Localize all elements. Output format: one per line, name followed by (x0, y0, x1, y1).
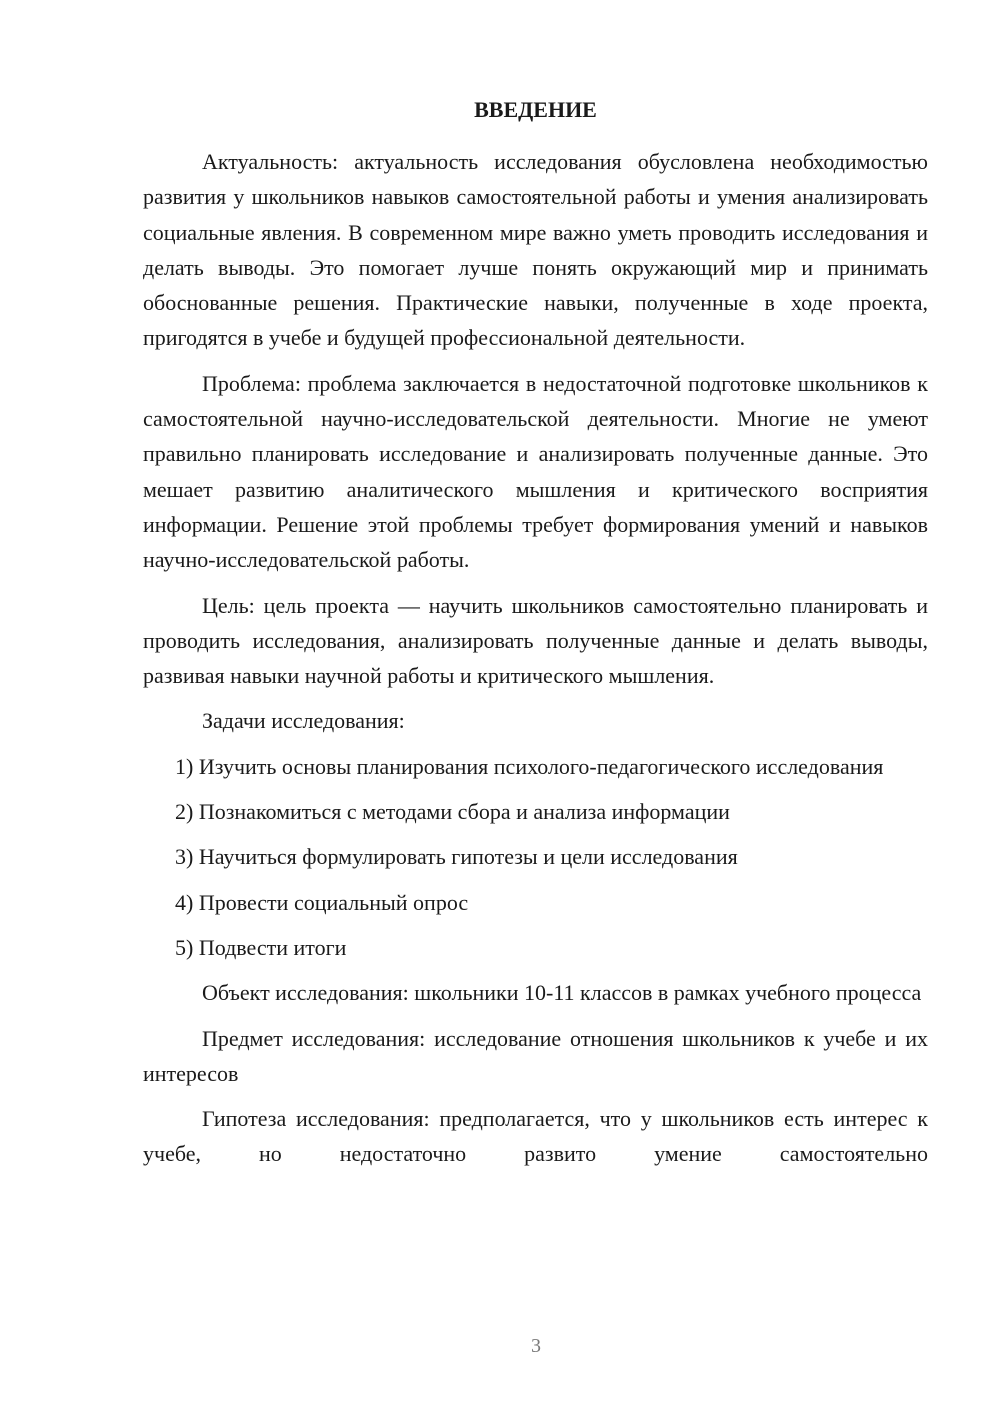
task-list-item: 5) Подвести итоги (175, 934, 347, 960)
task-list-item: 1) Изучить основы планирования психолого-педагогического исследования (175, 753, 884, 779)
relevance-paragraph: Актуальность: актуальность исследования обусловлена необходимостью развития у школьников навыков самостоятельной работы и умения анализировать социальные явления. В современном мире важно уметь проводить исследования и делать выводы. Это помогает лучше понять окружающий мир и принимать обоснованные решения. Практические навыки, полученные в ходе проекта, пригодятся в учебе и будущей профессиональной деятельности. (143, 149, 928, 351)
hypothesis-paragraph: Гипотеза исследования: предполагается, что у школьников есть интерес к учебе, но недостаточно развито умение самостоятельно (143, 1106, 928, 1167)
page-number: 3 (531, 1335, 541, 1357)
tasks-heading: Задачи исследования: (202, 708, 405, 734)
subject-paragraph: Предмет исследования: исследование отношения школьников к учебе и их интересов (143, 1025, 928, 1086)
task-list-item: 3) Научиться формулировать гипотезы и цели исследования (175, 844, 738, 870)
goal-paragraph: Цель: цель проекта — научить школьников самостоятельно планировать и проводить исследования, анализировать полученные данные и делать выводы, развивая навыки научной работы и критического мышления. (143, 592, 928, 689)
task-list-item: 4) Провести социальный опрос (175, 889, 469, 915)
problem-paragraph: Проблема: проблема заключается в недостаточной подготовке школьников к самостоятельной научно-исследовательской деятельности. Многие не умеют правильно планировать исследование и анализировать полученные данные. Это мешает развитию аналитического мышления и критического восприятия информации. Решение этой проблемы требует формирования умений и навыков научно-исследовательской работы. (143, 370, 928, 573)
document-page (143, 90, 928, 1172)
object-paragraph: Объект исследования: школьники 10-11 классов в рамках учебного процесса (202, 980, 922, 1006)
page-title: ВВЕДЕНИЕ (474, 97, 597, 122)
task-list-item: 2) Познакомиться с методами сбора и анализа информации (175, 799, 730, 825)
